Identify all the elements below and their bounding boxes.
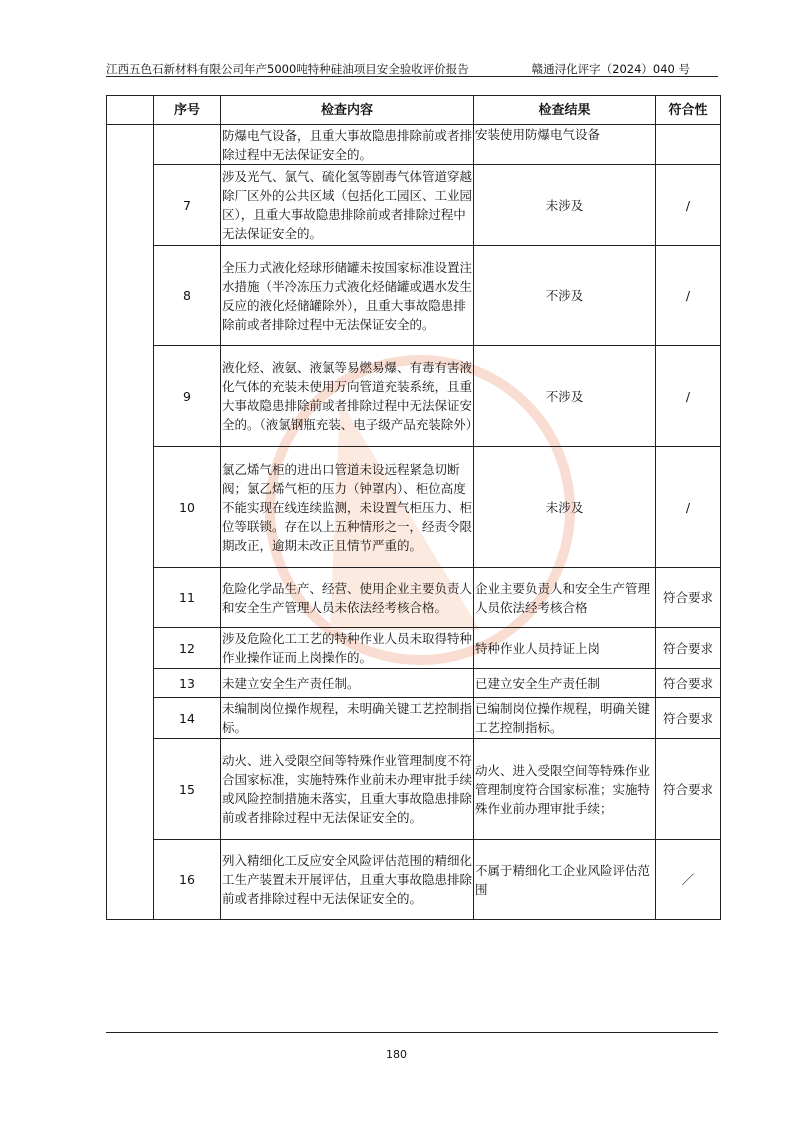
col-header-blank xyxy=(107,96,154,125)
check-content: 液化烃、液氨、液氯等易燃易爆、有毒有害液化气体的充装未使用万向管道充装系统，且重大事故隐患排除前或者排除过程中无法保证安全的。（液氯钢瓶充装、电子级产品充装除外） xyxy=(221,346,474,447)
check-result: 未涉及 xyxy=(474,165,656,246)
table-row xyxy=(107,246,721,346)
merged-category-cell xyxy=(107,125,154,920)
check-content: 全压力式液化烃球形储罐未按国家标准设置注水措施（半冷冻压力式液化烃储罐或遇水发生反应的液化烃储罐除外），且重大事故隐患排除前或者排除过程中无法保证安全的。 xyxy=(221,246,474,346)
table-row xyxy=(107,165,721,246)
check-result: 特种作业人员持证上岗 xyxy=(474,628,656,669)
check-result: 企业主要负责人和安全生产管理人员依法经考核合格 xyxy=(474,568,656,628)
row-number: 16 xyxy=(154,840,221,920)
page-header xyxy=(106,62,718,76)
conformity: 符合要求 xyxy=(656,698,721,739)
table-row xyxy=(107,840,721,920)
check-result: 不涉及 xyxy=(474,346,656,447)
table-header-row xyxy=(107,96,721,125)
conformity: 符合要求 xyxy=(656,669,721,698)
header-report-title: 江西五色石新材料有限公司年产5000吨特种硅油项目安全验收评价报告 xyxy=(106,62,469,76)
conformity: / xyxy=(656,346,721,447)
check-content: 未编制岗位操作规程，未明确关键工艺控制指标。 xyxy=(221,698,474,739)
check-content: 未建立安全生产责任制。 xyxy=(221,669,474,698)
check-result: 已建立安全生产责任制 xyxy=(474,669,656,698)
row-number: 11 xyxy=(154,568,221,628)
conformity: 符合要求 xyxy=(656,568,721,628)
table-row xyxy=(107,568,721,628)
conformity: / xyxy=(656,447,721,568)
conformity: ／ xyxy=(656,840,721,920)
table-row xyxy=(107,447,721,568)
table-row xyxy=(107,628,721,669)
table-row xyxy=(107,739,721,840)
check-result: 动火、进入受限空间等特殊作业管理制度符合国家标准；实施特殊作业前办理审批手续； xyxy=(474,739,656,840)
row-number: 7 xyxy=(154,165,221,246)
row-number: 8 xyxy=(154,246,221,346)
check-result: 不涉及 xyxy=(474,246,656,346)
check-content: 涉及危险化工工艺的特种作业人员未取得特种作业操作证而上岗操作的。 xyxy=(221,628,474,669)
conformity: 符合要求 xyxy=(656,739,721,840)
row-number: 9 xyxy=(154,346,221,447)
table-row xyxy=(107,346,721,447)
col-header-content: 检查内容 xyxy=(221,96,474,125)
check-content: 涉及光气、氯气、硫化氢等剧毒气体管道穿越除厂区外的公共区域（包括化工园区、工业园区），且重大事故隐患排除前或者排除过程中无法保证安全的。 xyxy=(221,165,474,246)
conformity: / xyxy=(656,246,721,346)
check-content: 动火、进入受限空间等特殊作业管理制度不符合国家标准，实施特殊作业前未办理审批手续或风险控制措施未落实，且重大事故隐患排除前或者排除过程中无法保证安全的。 xyxy=(221,739,474,840)
row-number: 15 xyxy=(154,739,221,840)
conformity xyxy=(656,125,721,165)
inspection-table xyxy=(106,95,721,920)
check-content: 氯乙烯气柜的进出口管道未设远程紧急切断阀；氯乙烯气柜的压力（钟罩内）、柜位高度不能实现在线连续监测，未设置气柜压力、柜位等联锁。存在以上五种情形之一，经责令限期改正，逾期未改正且情节严重的。 xyxy=(221,447,474,568)
conformity: 符合要求 xyxy=(656,628,721,669)
check-result: 不属于精细化工企业风险评估范围 xyxy=(474,840,656,920)
row-number: 13 xyxy=(154,669,221,698)
page-number: 180 xyxy=(386,1048,407,1061)
row-number: 14 xyxy=(154,698,221,739)
row-number xyxy=(154,125,221,165)
check-content: 危险化学品生产、经营、使用企业主要负责人和安全生产管理人员未依法经考核合格。 xyxy=(221,568,474,628)
row-number: 10 xyxy=(154,447,221,568)
check-result: 已编制岗位操作规程，明确关键工艺控制指标。 xyxy=(474,698,656,739)
col-header-result: 检查结果 xyxy=(474,96,656,125)
table-row xyxy=(107,698,721,739)
col-header-conformity: 符合性 xyxy=(656,96,721,125)
table-row xyxy=(107,669,721,698)
check-content: 列入精细化工反应安全风险评估范围的精细化工生产装置未开展评估，且重大事故隐患排除前或者排除过程中无法保证安全的。 xyxy=(221,840,474,920)
check-content: 防爆电气设备，且重大事故隐患排除前或者排除过程中无法保证安全的。 xyxy=(221,125,474,165)
col-header-number: 序号 xyxy=(154,96,221,125)
conformity: / xyxy=(656,165,721,246)
table-row xyxy=(107,125,721,165)
check-result: 未涉及 xyxy=(474,447,656,568)
header-report-number: 赣通浔化评字（2024）040 号 xyxy=(531,62,690,76)
header-divider xyxy=(106,76,718,77)
row-number: 12 xyxy=(154,628,221,669)
footer-divider xyxy=(106,1032,718,1033)
check-result: 安装使用防爆电气设备 xyxy=(474,125,656,165)
